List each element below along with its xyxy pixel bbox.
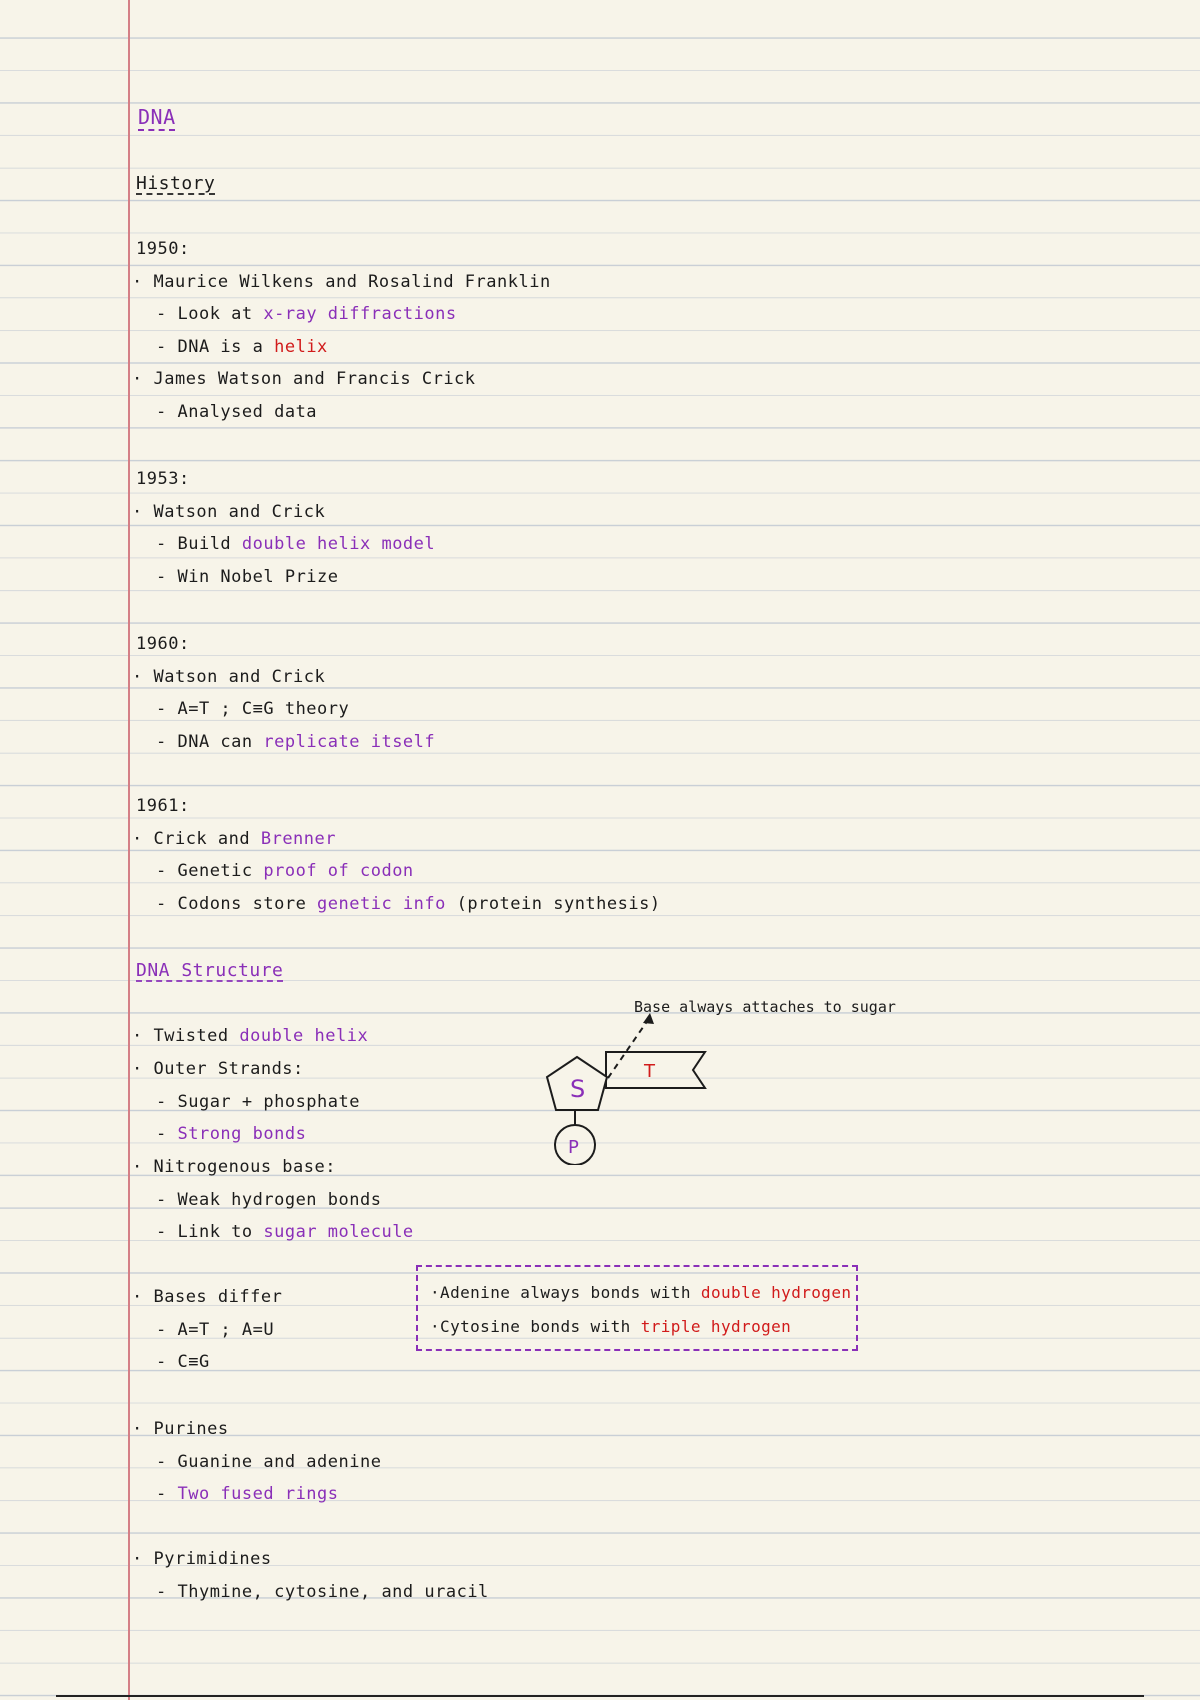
base-shape xyxy=(606,1052,705,1088)
structure-sub-item: - Strong bonds xyxy=(156,1124,307,1144)
structure-sub-item: - A=T ; A=U xyxy=(156,1319,275,1340)
text-fragment: Nitrogenous base: xyxy=(153,1157,336,1177)
bullet-text: Maurice Wilkens and Rosalind Franklin xyxy=(153,271,551,292)
text-fragment: Win Nobel Prize xyxy=(177,566,339,587)
structure-bullet: · Purines xyxy=(132,1419,229,1439)
text-fragment: (protein synthesis) xyxy=(445,893,661,914)
text-fragment: Guanine and adenine xyxy=(177,1451,382,1472)
bullet-item: · James Watson and Francis Crick xyxy=(132,369,476,389)
margin-line xyxy=(128,0,130,1700)
base-label: T xyxy=(644,1061,655,1082)
text-fragment: double helix xyxy=(239,1026,369,1046)
bullet-item: · Crick and Brenner xyxy=(132,828,336,849)
sub-item: - DNA can replicate itself xyxy=(156,731,436,752)
text-fragment: Link to xyxy=(177,1222,264,1242)
structure-bullet: · Twisted double helix xyxy=(132,1026,369,1046)
text-fragment: Build xyxy=(177,534,242,554)
year-label: 1950: xyxy=(136,239,190,259)
nucleotide-diagram xyxy=(530,995,730,1169)
callout-box xyxy=(416,1265,858,1351)
text-fragment: replicate itself xyxy=(263,731,436,752)
text-fragment: Analysed data xyxy=(177,401,318,422)
text-fragment: Look at xyxy=(177,304,264,324)
structure-bullet: · Pyrimidines xyxy=(132,1549,272,1569)
sub-item: - A=T ; C≡G theory xyxy=(156,699,350,719)
structure-bullet: · Nitrogenous base: xyxy=(132,1157,336,1177)
text-fragment: Brenner xyxy=(260,828,336,849)
sub-item: - DNA is a helix xyxy=(156,336,328,357)
text-fragment: Sugar + phosphate xyxy=(177,1091,360,1112)
callout-fragment: double hydrogen xyxy=(700,1283,852,1302)
text-fragment: Strong bonds xyxy=(177,1124,307,1144)
bullet-item: · Maurice Wilkens and Rosalind Franklin xyxy=(132,271,551,292)
callout-fragment: Cytosine bonds with xyxy=(440,1317,641,1336)
structure-sub-item: - Sugar + phosphate xyxy=(156,1091,360,1112)
bottom-rule xyxy=(56,1695,1144,1697)
nucleotide-svg xyxy=(530,995,730,1165)
year-label: 1960: xyxy=(136,634,190,654)
structure-sub-item: - C≡G xyxy=(156,1352,210,1372)
text-fragment: x-ray diffractions xyxy=(263,304,457,324)
phosphate-label: P xyxy=(568,1137,579,1158)
callout-fragment: Adenine always bonds with xyxy=(440,1283,701,1302)
structure-sub-item: - Guanine and adenine xyxy=(156,1451,382,1472)
text-fragment: DNA can xyxy=(177,731,264,752)
structure-sub-item: - Link to sugar molecule xyxy=(156,1222,414,1242)
bullet-item: · Watson and Crick xyxy=(132,501,326,522)
text-fragment: Bases differ xyxy=(153,1287,283,1307)
text-fragment: Purines xyxy=(153,1419,229,1439)
structure-heading: DNA Structure xyxy=(136,960,284,981)
text-fragment: Thymine, cytosine, and uracil xyxy=(177,1581,489,1602)
sub-item: - Build double helix model xyxy=(156,534,436,554)
sub-item: - Analysed data xyxy=(156,401,318,422)
text-fragment: double helix model xyxy=(241,534,436,554)
sub-item: - Look at x-ray diffractions xyxy=(156,304,457,324)
callout-line-1: ·Adenine always bonds with double hydrogen xyxy=(430,1283,852,1302)
sub-item: - Codons store genetic info (protein synthesis) xyxy=(156,893,661,914)
structure-bullet: · Bases differ xyxy=(132,1287,283,1307)
text-fragment: Crick and xyxy=(153,828,261,849)
text-fragment: Weak hydrogen bonds xyxy=(177,1189,382,1210)
bullet-item: · Watson and Crick xyxy=(132,666,326,687)
bullet-text: James Watson and Francis Crick xyxy=(153,369,476,389)
text-fragment: proof of codon xyxy=(263,861,414,881)
structure-bullet: · Outer Strands: xyxy=(132,1059,304,1079)
text-fragment: C≡G xyxy=(177,1352,210,1372)
structure-sub-item: - Weak hydrogen bonds xyxy=(156,1189,382,1210)
text-fragment: Outer Strands: xyxy=(153,1059,304,1079)
text-fragment: genetic info xyxy=(317,893,446,914)
text-fragment: DNA is a xyxy=(177,336,275,357)
callout-line-2: ·Cytosine bonds with triple hydrogen xyxy=(430,1317,792,1336)
year-label: 1953: xyxy=(136,469,190,489)
text-fragment: Twisted xyxy=(153,1026,240,1046)
text-fragment: helix xyxy=(274,336,328,357)
text-fragment: Two fused rings xyxy=(177,1484,339,1504)
history-heading: History xyxy=(136,173,216,194)
callout-fragment: triple hydrogen xyxy=(640,1317,792,1336)
sub-item: - Genetic proof of codon xyxy=(156,861,414,881)
structure-sub-item: - Two fused rings xyxy=(156,1484,339,1504)
text-fragment: sugar molecule xyxy=(263,1222,414,1242)
text-fragment: Genetic xyxy=(177,861,264,881)
sub-item: - Win Nobel Prize xyxy=(156,566,339,587)
bullet-text: Watson and Crick xyxy=(153,666,326,687)
year-label: 1961: xyxy=(136,796,190,816)
text-fragment: A=T ; A=U xyxy=(177,1319,275,1340)
structure-sub-item: - Thymine, cytosine, and uracil xyxy=(156,1581,489,1602)
text-fragment: A=T ; C≡G theory xyxy=(177,699,350,719)
text-fragment: Codons store xyxy=(177,893,318,914)
bullet-text: Watson and Crick xyxy=(153,501,326,522)
sugar-label: S xyxy=(570,1075,586,1103)
text-fragment: Pyrimidines xyxy=(153,1549,272,1569)
page-title: DNA xyxy=(138,105,176,129)
diagram-annotation: Base always attaches to sugar xyxy=(634,998,896,1016)
